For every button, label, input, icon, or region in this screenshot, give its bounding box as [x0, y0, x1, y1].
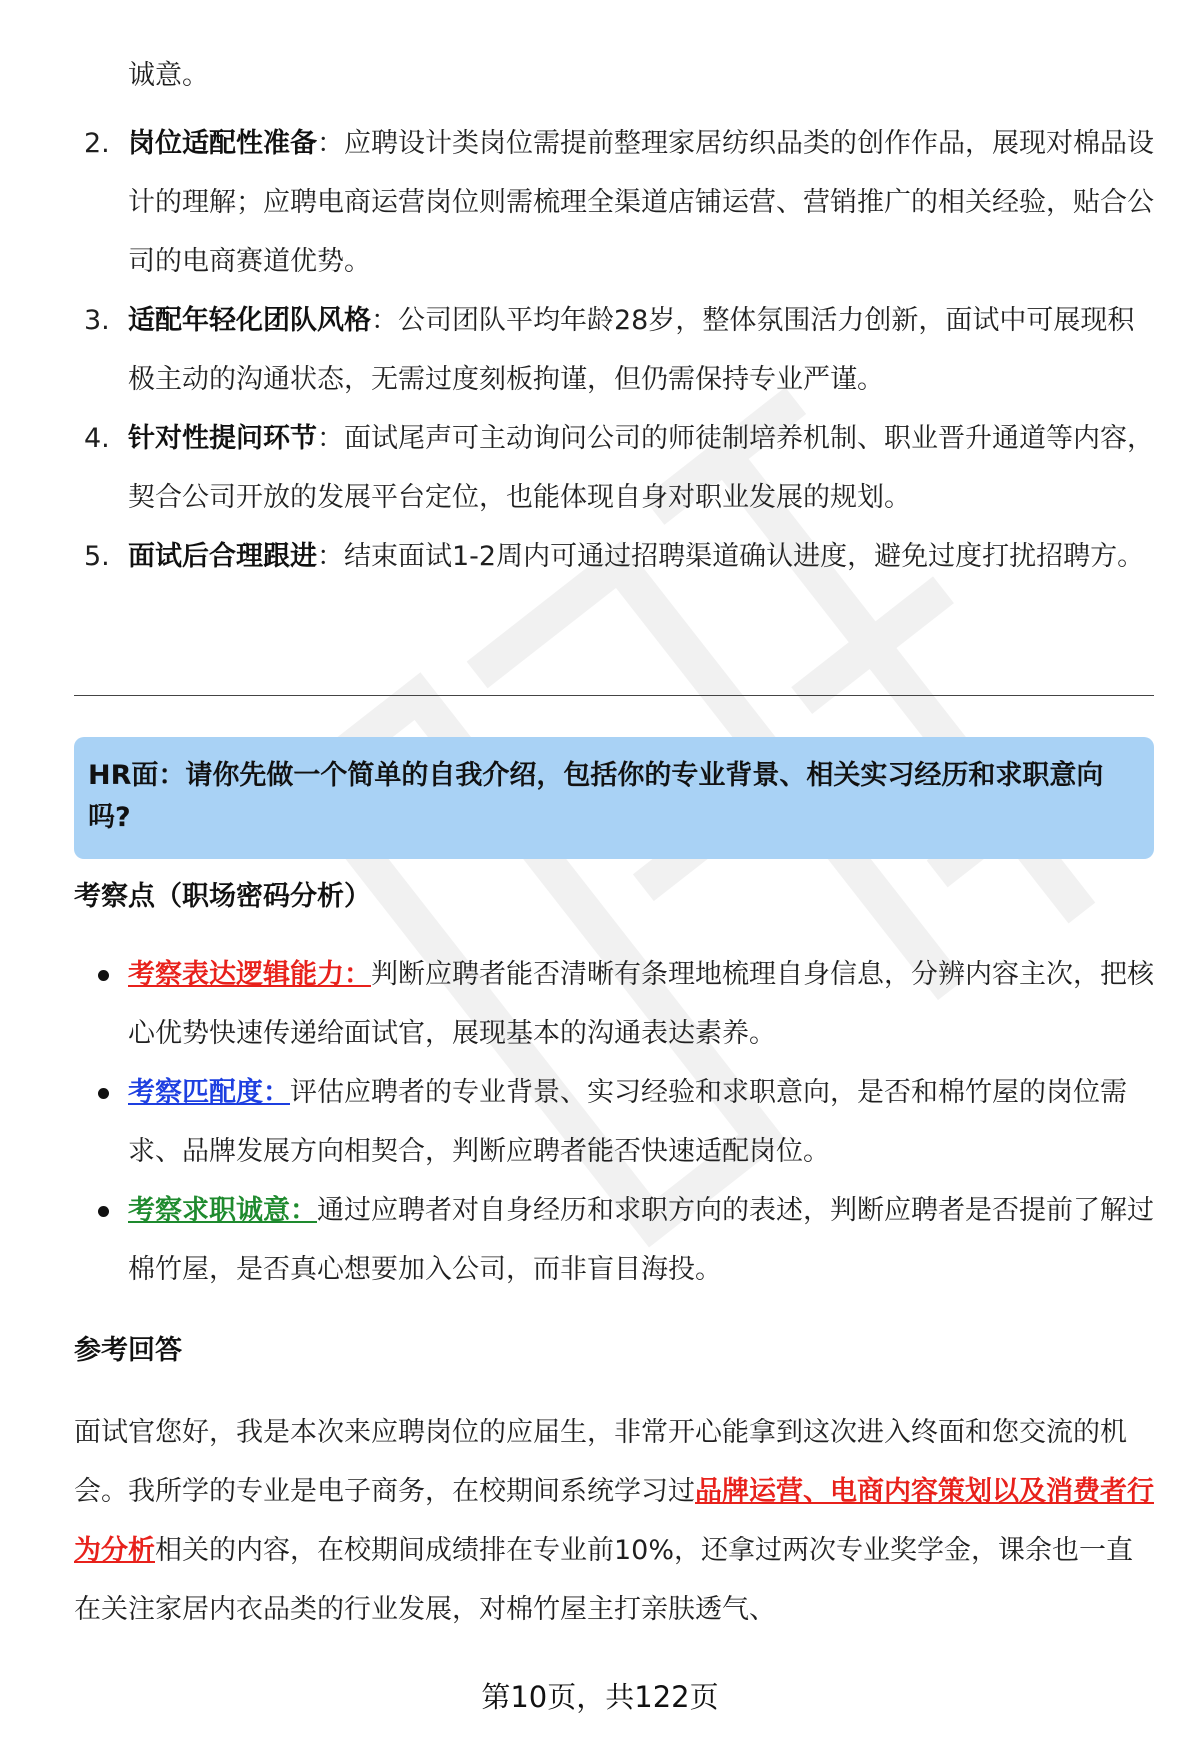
list-item: [74, 114, 1154, 291]
bullet-icon: [98, 970, 109, 981]
list-number: 4.: [84, 423, 110, 454]
point-key: 考察表达逻辑能力：: [128, 959, 371, 990]
point-key: 考察求职诚意：: [128, 1195, 317, 1226]
list-item-text: ：面试尾声可主动询问公司的师徒制培养机制、职业晋升通道等内容，契合公司开放的发展平台定位，也能体现自身对职业发展的规划。: [128, 423, 1154, 513]
section-divider: [74, 695, 1154, 696]
list-item-text: ：应聘设计类岗位需提前整理家居纺织品类的创作作品，展现对棉品设计的理解；应聘电商运营岗位则需梳理全渠道店铺运营、营销推广的相关经验，贴合公司的电商赛道优势。: [128, 128, 1154, 277]
list-number: 3.: [84, 305, 110, 336]
list-item: [74, 409, 1154, 527]
list-item: [74, 945, 1154, 1063]
list-item-text: ：公司团队平均年龄28岁，整体氛围活力创新，面试中可展现积极主动的沟通状态，无需过度刻板拘谨，但仍需保持专业严谨。: [128, 305, 1135, 395]
bullet-icon: [98, 1206, 109, 1217]
continuation-text: 诚意。: [128, 60, 209, 91]
list-item-title: 适配年轻化团队风格: [128, 305, 371, 336]
answer-part-2: 相关的内容，在校期间成绩排在专业前10%，还拿过两次专业奖学金，课余也一直在关注家居内衣品类的行业发展，对棉竹屋主打亲肤透气、: [74, 1535, 1134, 1625]
list-item-text: ：结束面试1-2周内可通过招聘渠道确认进度，避免过度打扰招聘方。: [317, 541, 1145, 572]
points-list: [74, 945, 1154, 1299]
point-key: 考察匹配度：: [128, 1077, 290, 1108]
answer-heading: 参考回答: [74, 1335, 182, 1366]
list-number: 5.: [84, 541, 110, 572]
list-item-title: 针对性提问环节: [128, 423, 317, 454]
list-item: [74, 1181, 1154, 1299]
list-item: [74, 291, 1154, 409]
question-box: [74, 737, 1154, 859]
list-item-title: 面试后合理跟进: [128, 541, 317, 572]
answer-part-1: 面试官您好，我是本次来应聘岗位的应届生，非常开心能拿到这次进入终面和您交流的机会。我所学的专业是电子商务，在校期间系统学习过: [74, 1417, 1127, 1507]
point-text: 判断应聘者能否清晰有条理地梳理自身信息，分辨内容主次，把核心优势快速传递给面试官，展现基本的沟通表达素养。: [128, 959, 1154, 1049]
list-item-title: 岗位适配性准备: [128, 128, 317, 159]
list-item: [74, 527, 1154, 586]
question-text: HR面：请你先做一个简单的自我介绍，包括你的专业背景、相关实习经历和求职意向吗?: [88, 760, 1104, 833]
list-number: 2.: [84, 128, 110, 159]
list-item: [74, 1063, 1154, 1181]
point-text: 通过应聘者对自身经历和求职方向的表述，判断应聘者是否提前了解过棉竹屋，是否真心想要加入公司，而非盲目海投。: [128, 1195, 1154, 1285]
answer-text: [74, 1403, 1154, 1639]
answer-highlight: 品牌运营、电商内容策划以及消费者行为分析: [74, 1476, 1154, 1566]
bullet-icon: [98, 1088, 109, 1099]
points-heading: 考察点（职场密码分析）: [74, 881, 371, 912]
point-text: 评估应聘者的专业背景、实习经验和求职意向，是否和棉竹屋的岗位需求、品牌发展方向相契合，判断应聘者能否快速适配岗位。: [128, 1077, 1127, 1167]
tips-list: [74, 114, 1154, 586]
page-footer: 第10页，共122页: [481, 1680, 719, 1714]
